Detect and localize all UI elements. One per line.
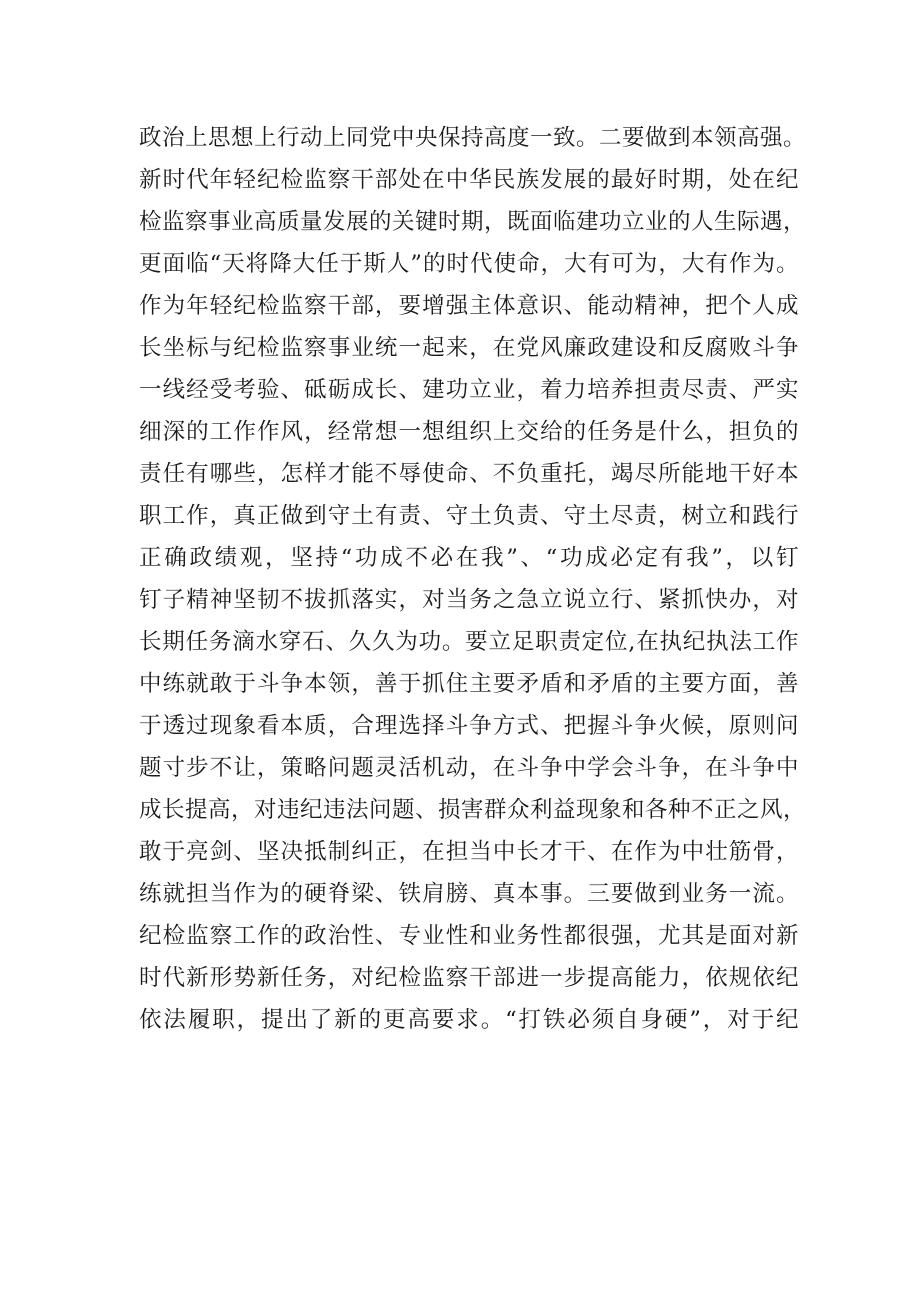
text-line: 钉子精神坚韧不拔抓落实，对当务之急立说立行、紧抓快办，对 bbox=[139, 587, 799, 613]
text-line: 细深的工作作风，经常想一想组织上交给的任务是什么，担负的 bbox=[139, 419, 799, 445]
text-line: 于透过现象看本质，合理选择斗争方式、把握斗争火候，原则问 bbox=[139, 713, 799, 739]
text-line: 更面临“天将降大任于斯人”的时代使命，大有可为，大有作为。 bbox=[139, 251, 799, 277]
text-line: 职工作，真正做到守土有责、守土负责、守土尽责，树立和践行 bbox=[139, 503, 799, 529]
text-line: 题寸步不让，策略问题灵活机动，在斗争中学会斗争，在斗争中 bbox=[139, 755, 799, 781]
text-line: 纪检监察工作的政治性、专业性和业务性都很强，尤其是面对新 bbox=[139, 923, 799, 949]
text-line: 成长提高，对违纪违法问题、损害群众利益现象和各种不正之风， bbox=[139, 797, 807, 823]
text-line: 作为年轻纪检监察干部，要增强主体意识、能动精神，把个人成 bbox=[139, 293, 799, 319]
body-text bbox=[139, 117, 807, 1041]
text-line: 一线经受考验、砥砺成长、建功立业，着力培养担责尽责、严实 bbox=[139, 377, 799, 403]
text-line: 检监察事业高质量发展的关键时期，既面临建功立业的人生际遇， bbox=[139, 209, 807, 235]
text-line: 依法履职，提出了新的更高要求。“打铁必须自身硬”，对于纪 bbox=[139, 1007, 799, 1033]
text-line: 正确政绩观，坚持“功成不必在我”、“功成必定有我”，以钉 bbox=[139, 545, 799, 571]
text-line: 新时代年轻纪检监察干部处在中华民族发展的最好时期，处在纪 bbox=[139, 167, 799, 193]
text-line: 政治上思想上行动上同党中央保持高度一致。二要做到本领高强。 bbox=[139, 125, 807, 151]
text-line: 长期任务滴水穿石、久久为功。要立足职责定位,在执纪执法工作 bbox=[139, 629, 799, 655]
text-line: 练就担当作为的硬脊梁、铁肩膀、真本事。三要做到业务一流。 bbox=[139, 881, 799, 907]
text-line: 中练就敢于斗争本领，善于抓住主要矛盾和矛盾的主要方面，善 bbox=[139, 671, 799, 697]
text-line: 责任有哪些，怎样才能不辱使命、不负重托，竭尽所能地干好本 bbox=[139, 461, 799, 487]
text-line: 时代新形势新任务，对纪检监察干部进一步提高能力，依规依纪 bbox=[139, 965, 799, 991]
text-line: 敢于亮剑、坚决抵制纠正，在担当中长才干、在作为中壮筋骨， bbox=[139, 839, 799, 865]
text-line: 长坐标与纪检监察事业统一起来，在党风廉政建设和反腐败斗争 bbox=[139, 335, 799, 361]
